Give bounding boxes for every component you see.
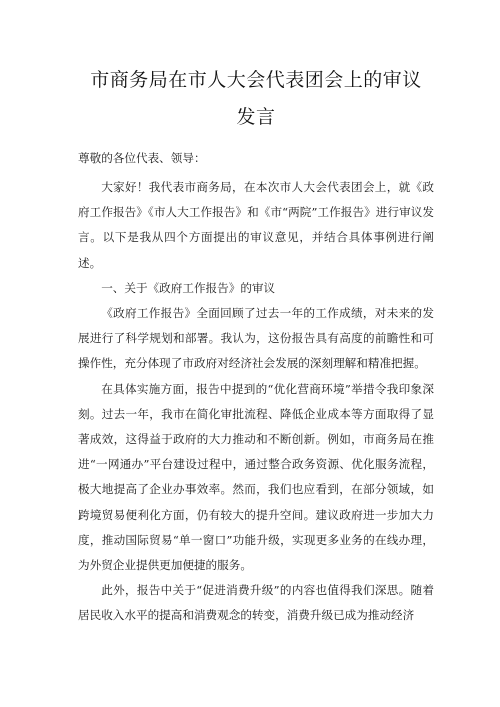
paragraph-intro: 大家好！我代表市商务局，在本次市人大会代表团会上，就《政府工作报告》《市人大工作报告》和《市“两院”工作报告》进行审议发言。以下是我从四个方面提出的审议意见，并结合具体事例进行阐述。 xyxy=(78,180,434,270)
section-heading-1: 一、关于《政府工作报告》的审议 xyxy=(101,280,276,295)
salutation: 尊敬的各位代表、领导： xyxy=(78,151,206,165)
title-line-1: 市商务局在市人大会代表团会上的审议 xyxy=(90,69,422,91)
paragraph: 《政府工作报告》全面回顾了过去一年的工作成绩，对未来的发展进行了科学规划和部署。我认为，这份报告具有高度的前瞻性和可操作性，充分体现了市政府对经济社会发展的深刻理解和精准把握。 xyxy=(78,306,434,371)
title-line-2: 发言 xyxy=(236,106,276,128)
paragraph: 在具体实施方面，报告中提到的“优化营商环境”举措令我印象深刻。过去一年，我市在简化审批流程、降低企业成本等方面取得了显著成效，这得益于政府的大力推动和不断创新。例如，市商务局在推进“一网通办”平台建设过程中，通过整合政务资源、优化服务流程，极大地提高了企业办事效率。然而，我们也应看到，在部分领域，如跨境贸易便利化方面，仍有较大的提升空间。建议政府进一步加大力度，推动国际贸易“单一窗口”功能升级，实现更多业务的在线办理，为外贸企业提供更加便捷的服务。 xyxy=(78,381,434,573)
document-body xyxy=(78,175,434,629)
paragraph: 此外，报告中关于“促进消费升级”的内容也值得我们深思。随着居民收入水平的提高和消费观念的转变，消费升级已成为推动经济 xyxy=(78,583,434,623)
document-title xyxy=(78,62,434,136)
